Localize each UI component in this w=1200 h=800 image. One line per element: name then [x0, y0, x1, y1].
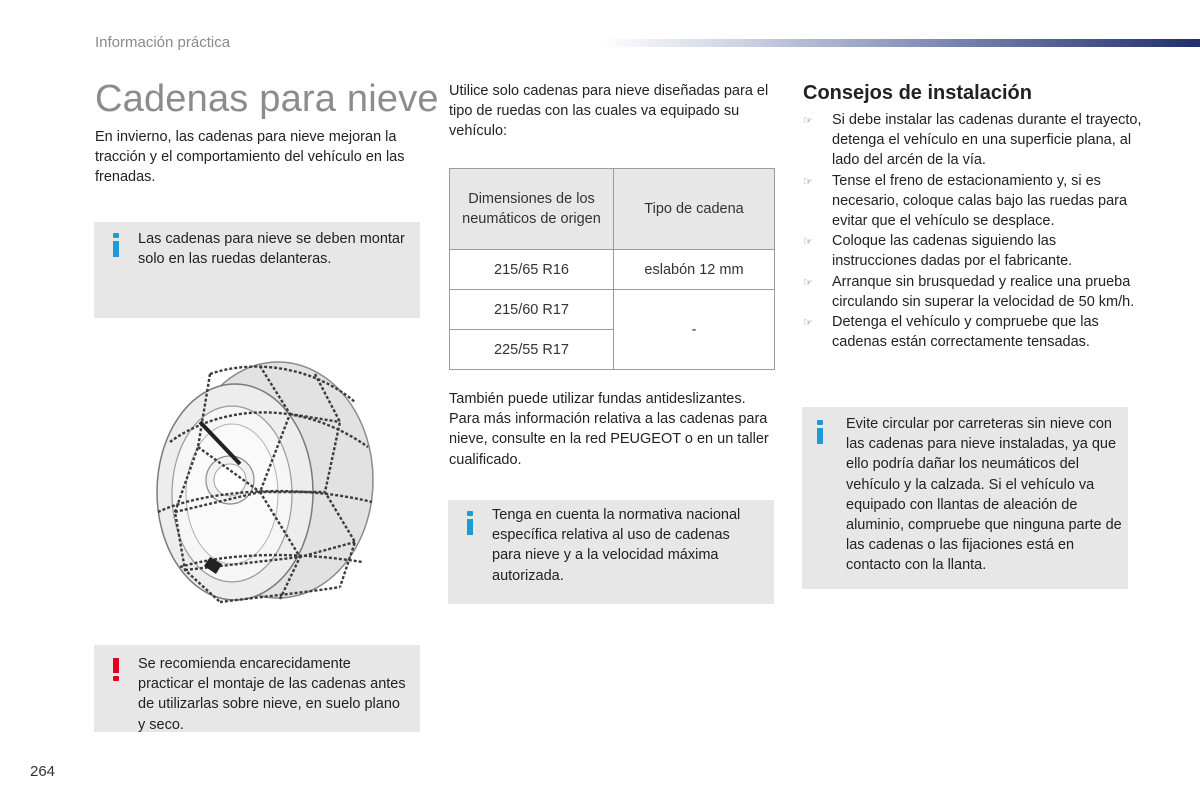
table-row [450, 250, 775, 290]
list-item [803, 110, 1143, 171]
snow-chain-illustration [140, 352, 380, 612]
list-item-text: Coloque las cadenas siguiendo las instrucciones dadas por el fabricante. [832, 233, 1073, 270]
info-box-regulation [448, 500, 774, 604]
warning-box [94, 645, 420, 732]
table-cell: 225/55 R17 [450, 330, 614, 370]
warning-text: Se recomienda encarecidamente practicar el montaje de las cadenas antes de utilizarlas sobre nieve, en suelo plano y seco. [138, 656, 406, 733]
pointing-hand-icon: ☞ [803, 236, 813, 249]
page-number: 264 [30, 763, 56, 780]
list-item [803, 231, 1143, 271]
info-box-alloy-wheels [802, 407, 1128, 589]
list-item [803, 312, 1143, 352]
table-header-cell: Dimensiones de los neumáticos de origen [450, 169, 614, 250]
chain-type-intro: Utilice solo cadenas para nieve diseñadas para el tipo de ruedas con las cuales va equipado su vehículo: [449, 83, 769, 140]
anti-skid-paragraph: También puede utilizar fundas antideslizantes. Para más información relativa a las cadenas para nieve, consulte en la red PEUGEOT o en un taller cualificado. [449, 391, 769, 468]
pointing-hand-icon: ☞ [803, 175, 813, 188]
table-row [450, 290, 775, 330]
pointing-hand-icon: ☞ [803, 317, 813, 330]
table-cell: 215/65 R16 [450, 250, 614, 290]
warning-icon [113, 658, 119, 681]
section-label: Información práctica [95, 34, 231, 51]
table-header-row [450, 169, 775, 250]
info-text-alloy-wheels: Evite circular por carreteras sin nieve con las cadenas para nieve instaladas, ya que ello podría dañar los neumáticos del vehículo y la calzada. Si el vehículo va equipado con llantas de aleación de aluminio, compruebe que ninguna parte de las cadenas o las fijaciones está en contacto con la llanta. [846, 416, 1122, 574]
header-gradient-bar [600, 39, 1200, 47]
pointing-hand-icon: ☞ [803, 276, 813, 289]
info-box-front-wheels [94, 222, 420, 318]
list-item-text: Arranque sin brusquedad y realice una prueba circulando sin superar la velocidad de 50 km/h. [832, 273, 1135, 310]
tire-chain-table [449, 168, 775, 370]
info-icon [467, 511, 473, 535]
table-cell: eslabón 12 mm [614, 250, 775, 290]
info-text-front-wheels: Las cadenas para nieve se deben montar solo en las ruedas delanteras. [138, 231, 405, 268]
list-item-text: Detenga el vehículo y compruebe que las cadenas están correctamente tensadas. [832, 314, 1099, 351]
pointing-hand-icon: ☞ [803, 115, 813, 127]
list-item-text: Tense el freno de estacionamiento y, si es necesario, coloque calas bajo las ruedas para evitar que el vehículo se desplace. [832, 172, 1128, 230]
list-item-text: Si debe instalar las cadenas durante el trayecto, detenga el vehículo en una superficie plana, al lado del arcén de la vía. [832, 112, 1142, 169]
installation-heading: Consejos de instalación [803, 82, 1032, 104]
list-item [803, 171, 1143, 232]
info-icon [817, 420, 823, 444]
info-text-regulation: Tenga en cuenta la normativa nacional específica relativa al uso de cadenas para nieve y a la velocidad máxima autorizada. [492, 507, 741, 584]
table-cell: - [614, 290, 775, 370]
intro-paragraph: En invierno, las cadenas para nieve mejoran la tracción y el comportamiento del vehículo en las frenadas. [95, 129, 405, 186]
list-item [803, 272, 1143, 312]
info-icon [113, 233, 119, 257]
table-header-cell: Tipo de cadena [614, 169, 775, 250]
installation-steps [803, 110, 1143, 352]
page-title: Cadenas para nieve [95, 78, 439, 120]
table-cell: 215/60 R17 [450, 290, 614, 330]
